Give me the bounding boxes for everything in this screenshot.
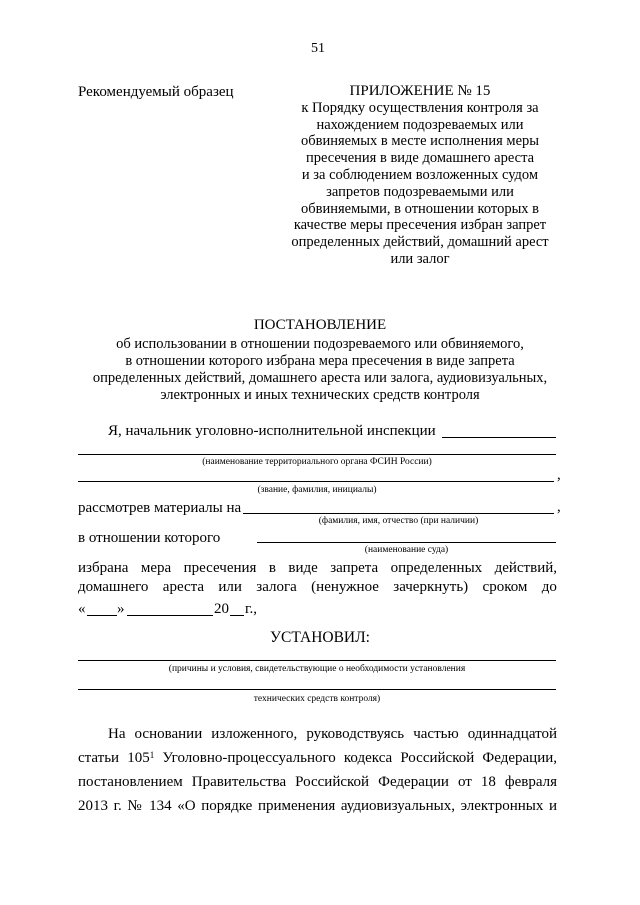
hint-territorial: (наименование территориального органа ФСИН России) <box>202 457 432 467</box>
measure-line-1 <box>78 560 557 577</box>
measure-word: или <box>218 579 242 595</box>
measure-word: запрета <box>330 560 379 576</box>
date-open-quote: « <box>78 601 86 617</box>
appendix-line: определенных действий, домашний арест <box>291 234 549 251</box>
date-suffix: г., <box>245 601 257 617</box>
date-month-blank[interactable] <box>127 615 213 616</box>
basis-line: 2013 г. № 134 «О порядке применения аудиовизуальных, электронных и <box>78 798 557 814</box>
reasons-blank[interactable] <box>78 660 556 661</box>
measure-word: избрана <box>78 560 129 576</box>
appendix-block <box>270 83 570 268</box>
inspection-blank[interactable] <box>442 437 556 438</box>
document-title-block <box>60 317 580 404</box>
measure-line-2 <box>78 579 557 596</box>
date-close-quote: » <box>117 601 125 617</box>
subject-name-blank[interactable] <box>243 513 554 514</box>
hint-rank: (звание, фамилия, инициалы) <box>257 485 377 495</box>
regarding-text: в отношении которого <box>78 530 221 546</box>
measure-word: мера <box>140 560 172 576</box>
appendix-line: или залог <box>390 250 450 267</box>
measure-word: виде <box>288 560 318 576</box>
measure-word: действий, <box>494 560 557 576</box>
intro-text: Я, начальник уголовно-исполнительной инспекции <box>108 423 436 439</box>
basis-line-rest: Уголовно-процессуального кодекса Российской Федерации, <box>154 750 557 766</box>
rank-name-blank[interactable] <box>78 481 554 482</box>
title-subline: определенных действий, домашнего ареста или залога, аудиовизуальных, <box>92 370 548 386</box>
appendix-line: качестве меры пресечения избран запрет <box>293 217 547 234</box>
established-heading: УСТАНОВИЛ: <box>270 629 370 646</box>
territorial-authority-blank[interactable] <box>78 454 556 455</box>
appendix-line: и за соблюдением возложенных судом <box>301 166 539 183</box>
measure-word: пресечения <box>183 560 257 576</box>
basis-line-prefix: статьи 105 <box>78 750 150 766</box>
measure-word: залога <box>256 579 297 595</box>
measure-word: в <box>268 560 276 576</box>
hint-fio: (фамилия, имя, отчество (при наличии) <box>318 516 479 526</box>
appendix-line: обвиняемых в месте исполнения меры <box>300 133 540 150</box>
measure-word: определенных <box>390 560 483 576</box>
appendix-line: обвиняемыми, в отношении которых в <box>300 200 540 217</box>
title-subline: электронных и иных технических средств контроля <box>160 387 480 403</box>
measure-word: до <box>541 579 557 595</box>
considered-text: рассмотрев материалы на <box>78 500 242 516</box>
appendix-line: запретов подозреваемыми или <box>326 183 514 200</box>
title-subline: в отношении которого избрана мера пресечения в виде запрета <box>125 353 515 369</box>
measure-word: ареста <box>162 579 205 595</box>
appendix-line: ПРИЛОЖЕНИЕ № 15 <box>349 83 491 99</box>
date-year-prefix: 20 <box>214 601 229 617</box>
measure-word: (ненужное <box>311 579 379 595</box>
page-number: 51 <box>311 41 325 56</box>
hint-reasons: (причины и условия, свидетельствующие о необходимости установления <box>168 664 466 674</box>
document-title: ПОСТАНОВЛЕНИЕ <box>253 317 387 333</box>
comma: , <box>557 499 561 515</box>
comma: , <box>557 467 561 483</box>
date-day-blank[interactable] <box>87 615 117 616</box>
reasons-blank-2[interactable] <box>78 689 556 690</box>
basis-line: постановлением Правительства Российской Федерации от 18 февраля <box>78 774 557 790</box>
hint-tech: технических средств контроля) <box>253 694 381 704</box>
basis-line <box>78 746 557 770</box>
title-subline: об использовании в отношении подозреваемого или обвиняемого, <box>116 336 524 352</box>
footnote-sup: 1 <box>149 750 155 760</box>
basis-paragraph <box>78 722 557 818</box>
measure-word: домашнего <box>78 579 149 595</box>
appendix-line: к Порядку осуществления контроля за <box>301 99 539 116</box>
date-year-blank[interactable] <box>230 615 244 616</box>
basis-line: На основании изложенного, руководствуясь частью одиннадцатой <box>108 726 557 742</box>
court-name-blank[interactable] <box>257 542 556 543</box>
sample-label: Рекомендуемый образец <box>78 84 234 100</box>
hint-court: (наименование суда) <box>364 545 449 555</box>
measure-word: сроком <box>482 579 528 595</box>
appendix-line: нахождением подозреваемых или <box>316 116 524 133</box>
measure-word: зачеркнуть) <box>393 579 469 595</box>
appendix-line: пресечения в виде домашнего ареста <box>305 150 535 167</box>
